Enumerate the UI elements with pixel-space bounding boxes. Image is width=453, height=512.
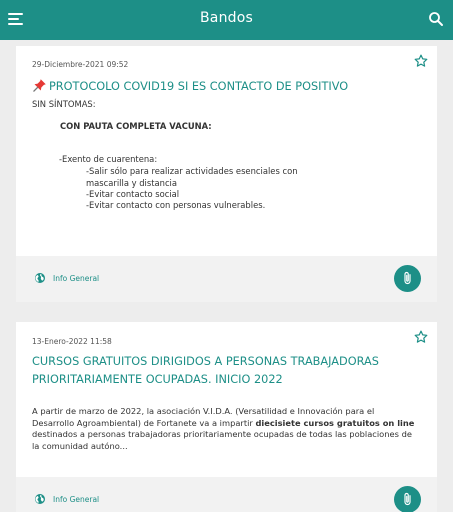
paperclip-icon [400,271,415,286]
category-label: Info General [53,494,100,504]
category-link[interactable] [34,493,99,505]
body-line: -Salir sólo para realizar actividades esenciales con [86,166,298,176]
paperclip-icon [400,492,415,507]
bando-date: 13-Enero-2022 11:58 [32,337,112,346]
body-line: -Evitar contacto con personas vulnerables. [86,200,266,210]
bando-title[interactable] [32,78,407,96]
body-line: mascarilla y distancia [86,178,178,188]
card-footer [16,477,437,512]
bando-card[interactable] [16,322,437,512]
globe-icon [34,493,46,505]
body-line: -Exento de cuarentena: [59,154,158,164]
star-outline-icon[interactable] [413,329,429,345]
attachment-button[interactable] [394,486,421,512]
pushpin-icon [32,78,47,93]
category-link[interactable] [34,272,99,284]
page-title: Bandos [199,10,253,26]
card-footer [16,256,437,302]
bando-date: 29-Diciembre-2021 09:52 [32,60,129,69]
body-line: -Evitar contacto social [86,189,180,199]
bando-body: A partir de marzo de 2022, la asociación V.I.D.A. (Versatilidad e Innovación para el Desarrollo Agroambiental) de Fortanete va a impartir diecisiete cursos gratuitos on line destinados a personas trabajadoras prioritariamente ocupadas de todas las poblaciones de la comunidad autóno... [32,406,415,451]
category-label: Info General [53,273,100,283]
attachment-button[interactable] [394,265,421,292]
search-icon[interactable] [427,10,445,28]
bando-title[interactable]: CURSOS GRATUITOS DIRIGIDOS A PERSONAS TRABAJADORAS PRIORITARIAMENTE OCUPADAS. INICIO 2022 [32,355,379,386]
body-line: SIN SÍNTOMAS: [32,99,96,109]
app-bar [0,0,453,40]
globe-icon [34,272,46,284]
bando-title-text: PROTOCOLO COVID19 SI ES CONTACTO DE POSITIVO [49,80,349,93]
star-outline-icon[interactable] [413,53,429,69]
bando-card[interactable] [16,46,437,302]
body-line: CON PAUTA COMPLETA VACUNA: [60,121,212,131]
